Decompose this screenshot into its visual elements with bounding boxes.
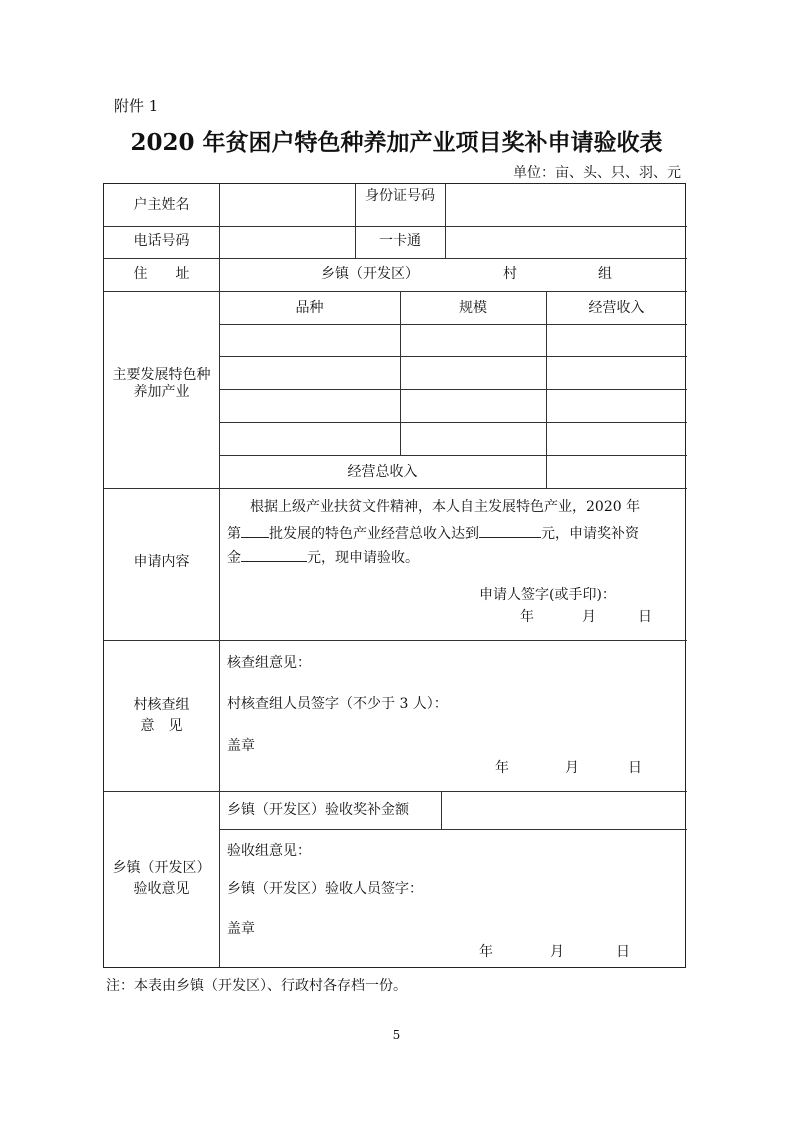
card-field[interactable] bbox=[448, 229, 684, 256]
row-divider bbox=[104, 291, 687, 292]
application-end-text: 元，现申请验收。 bbox=[307, 550, 419, 566]
subsidy-amount-blank[interactable] bbox=[241, 547, 307, 562]
application-form-table bbox=[103, 183, 686, 968]
village-date-month: 月 bbox=[565, 760, 579, 776]
col-scale: 规模 bbox=[459, 300, 487, 316]
village-date-day: 日 bbox=[628, 760, 642, 776]
village-signature-label: 村核查组人员签字（不少于 3 人）： bbox=[227, 696, 448, 712]
address-village: 村 bbox=[503, 266, 517, 282]
id-number-field[interactable] bbox=[448, 186, 684, 224]
town-amount-label: 乡镇（开发区）验收奖补金额 bbox=[227, 802, 409, 818]
address-label: 住 址 bbox=[133, 266, 190, 282]
page-title: 2020 年贫困户特色种养加产业项目奖补申请验收表 bbox=[130, 129, 663, 156]
col-divider bbox=[445, 184, 446, 258]
application-subsidy-text: 元，申请奖补资 bbox=[541, 526, 639, 542]
phone-field[interactable] bbox=[222, 229, 352, 256]
total-income-blank[interactable] bbox=[479, 523, 541, 538]
village-date-year: 年 bbox=[495, 760, 509, 776]
application-amount-prefix: 金 bbox=[227, 550, 241, 566]
row-divider bbox=[104, 791, 687, 792]
phone-label: 电话号码 bbox=[133, 233, 190, 249]
col-income: 经营收入 bbox=[588, 300, 645, 316]
row-divider bbox=[104, 226, 687, 227]
town-label-line2: 验收意见 bbox=[133, 881, 190, 897]
card-label: 一卡通 bbox=[379, 233, 421, 249]
page-number: 5 bbox=[392, 1028, 401, 1042]
town-seal-label: 盖章 bbox=[227, 921, 255, 937]
total-income-label: 经营总收入 bbox=[347, 464, 418, 480]
application-batch-prefix: 第 bbox=[227, 526, 241, 542]
row-divider bbox=[219, 829, 687, 830]
unit-note: 单位：亩、头、只、羽、元 bbox=[513, 165, 681, 181]
applicant-date-day: 日 bbox=[638, 609, 652, 625]
town-opinion-label: 验收组意见： bbox=[227, 843, 311, 859]
id-number-label: 身份证号码 bbox=[365, 188, 435, 204]
industry-label: 主要发展特色种养加产业 bbox=[112, 367, 211, 400]
town-date-year: 年 bbox=[479, 944, 493, 960]
row-divider bbox=[219, 455, 687, 456]
col-variety: 品种 bbox=[295, 300, 324, 316]
col-divider bbox=[441, 791, 442, 829]
town-date-month: 月 bbox=[550, 944, 564, 960]
row-divider bbox=[104, 488, 687, 489]
address-group: 组 bbox=[598, 266, 612, 282]
application-text-line2 bbox=[227, 523, 639, 543]
town-amount-field[interactable] bbox=[444, 794, 684, 827]
application-text-line3 bbox=[227, 547, 419, 567]
row-divider bbox=[219, 389, 687, 390]
address-town: 乡镇（开发区） bbox=[321, 266, 419, 282]
row-divider bbox=[219, 324, 687, 325]
row-divider bbox=[219, 356, 687, 357]
batch-blank[interactable] bbox=[241, 523, 269, 538]
row-divider bbox=[219, 422, 687, 423]
village-label-line2: 意 见 bbox=[140, 718, 183, 734]
village-label-line1: 村核查组 bbox=[133, 697, 190, 713]
owner-name-label: 户主姓名 bbox=[133, 197, 190, 213]
application-label: 申请内容 bbox=[133, 554, 190, 570]
applicant-signature-label: 申请人签字(或手印)： bbox=[479, 587, 616, 603]
applicant-date-year: 年 bbox=[520, 609, 534, 625]
footnote: 注：本表由乡镇（开发区）、行政村各存档一份。 bbox=[106, 978, 407, 994]
total-income-field[interactable] bbox=[549, 458, 684, 486]
row-divider bbox=[104, 258, 687, 259]
applicant-date-month: 月 bbox=[582, 609, 596, 625]
application-text-line1: 根据上级产业扶贫文件精神，本人自主发展特色产业，2020 年 bbox=[250, 499, 641, 515]
town-date-day: 日 bbox=[616, 944, 630, 960]
attachment-label: 附件 1 bbox=[114, 97, 159, 115]
owner-name-field[interactable] bbox=[222, 186, 352, 224]
col-divider bbox=[546, 291, 547, 488]
application-batch-text: 批发展的特色产业经营总收入达到 bbox=[269, 526, 479, 542]
row-divider bbox=[104, 640, 687, 641]
town-label-line1: 乡镇（开发区） bbox=[112, 860, 211, 876]
town-signature-label: 乡镇（开发区）验收人员签字： bbox=[227, 881, 423, 897]
village-seal-label: 盖章 bbox=[227, 738, 255, 754]
village-opinion-label: 核查组意见： bbox=[227, 655, 311, 671]
